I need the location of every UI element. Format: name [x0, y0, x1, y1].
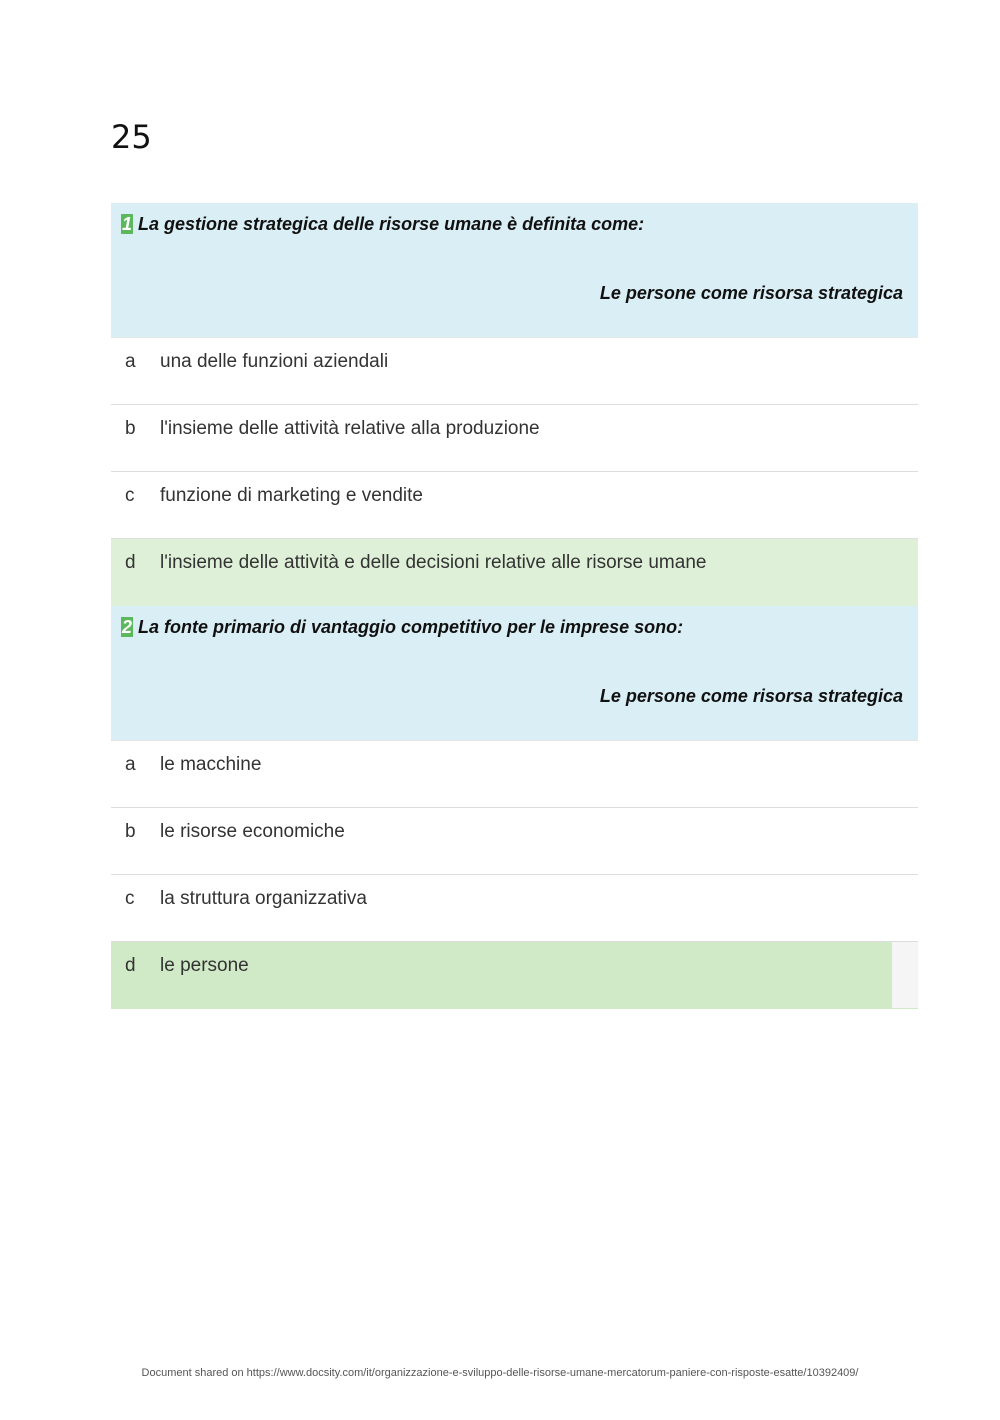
- answer-text: l'insieme delle attività e delle decisioni relative alle risorse umane: [160, 552, 707, 573]
- answer-text: le risorse economiche: [160, 821, 345, 842]
- answer-text: una delle funzioni aziendali: [160, 351, 389, 372]
- answer-row: [111, 405, 918, 472]
- answer-text: le macchine: [160, 754, 262, 775]
- answer-text: l'insieme delle attività relative alla produzione: [160, 418, 540, 439]
- page-number: 25: [111, 118, 152, 156]
- answer-text: la struttura organizzativa: [160, 888, 367, 909]
- question-header: [111, 203, 918, 338]
- answer-row: [111, 875, 918, 942]
- question-topic: Le persone come risorsa strategica: [599, 686, 903, 706]
- question-number-badge: 2: [122, 617, 133, 637]
- answer-row: [111, 472, 918, 539]
- answer-row: [111, 741, 918, 808]
- row-end-cell: [892, 942, 918, 1008]
- document-footer: Document shared on https://www.docsity.com/it/organizzazione-e-sviluppo-delle-risorse-umane-mercatorum-paniere-con-risposte-esatte/10392409/: [141, 1367, 859, 1379]
- answer-text: funzione di marketing e vendite: [160, 485, 423, 506]
- answer-letter: d: [125, 955, 136, 976]
- answer-letter: d: [125, 552, 136, 573]
- question-number-badge: 1: [122, 214, 133, 234]
- answer-letter: a: [125, 351, 136, 372]
- question-topic: Le persone come risorsa strategica: [599, 283, 903, 303]
- answer-row: [111, 808, 918, 875]
- question-text: La gestione strategica delle risorse umane è definita come:: [138, 214, 645, 234]
- answer-text: le persone: [160, 955, 249, 976]
- answer-row-correct: [111, 942, 918, 1009]
- answer-row: [111, 338, 918, 405]
- answer-letter: a: [125, 754, 136, 775]
- question-header: [111, 606, 918, 741]
- question-text: La fonte primario di vantaggio competitivo per le imprese sono:: [138, 617, 684, 637]
- answer-letter: b: [125, 821, 136, 842]
- answer-letter: c: [125, 888, 135, 909]
- answer-letter: b: [125, 418, 136, 439]
- answer-letter: c: [125, 485, 135, 506]
- answer-row-correct: [111, 539, 918, 606]
- quiz-table: [111, 203, 918, 1009]
